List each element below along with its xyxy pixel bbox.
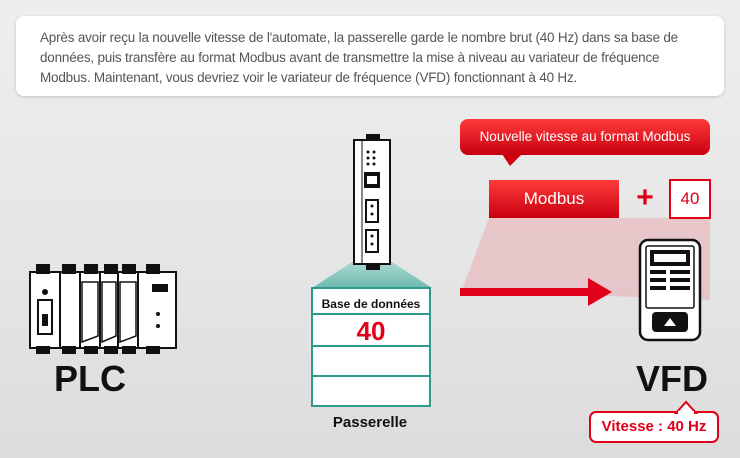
description-text: Après avoir reçu la nouvelle vitesse de l'automate, la passerelle garde le nombre brut (40 Hz) dans sa base de données, puis transfère au format Modbus avant de transmettre la mise à niveau au variateur de fréquence Modbus. Maintenant, vous devriez voir le variateur de fréquence (VFD) fonctionnant à 40 Hz.	[40, 30, 678, 85]
vfd-device-icon	[640, 240, 700, 340]
modbus-value: 40	[680, 189, 700, 208]
plc-device-icon	[30, 264, 176, 354]
vfd-label: VFD	[636, 358, 708, 399]
plc-label: PLC	[54, 358, 126, 399]
modbus-label: Modbus	[523, 189, 585, 208]
vfd-speed-text: Vitesse : 40 Hz	[601, 418, 707, 435]
plus-icon: +	[636, 181, 654, 214]
database-value: 40	[356, 316, 386, 346]
gateway-label: Passerelle	[332, 414, 408, 431]
database-title: Base de données	[321, 297, 421, 311]
gateway-device-icon	[354, 134, 390, 270]
modbus-callout-text: Nouvelle vitesse au format Modbus	[479, 129, 691, 144]
